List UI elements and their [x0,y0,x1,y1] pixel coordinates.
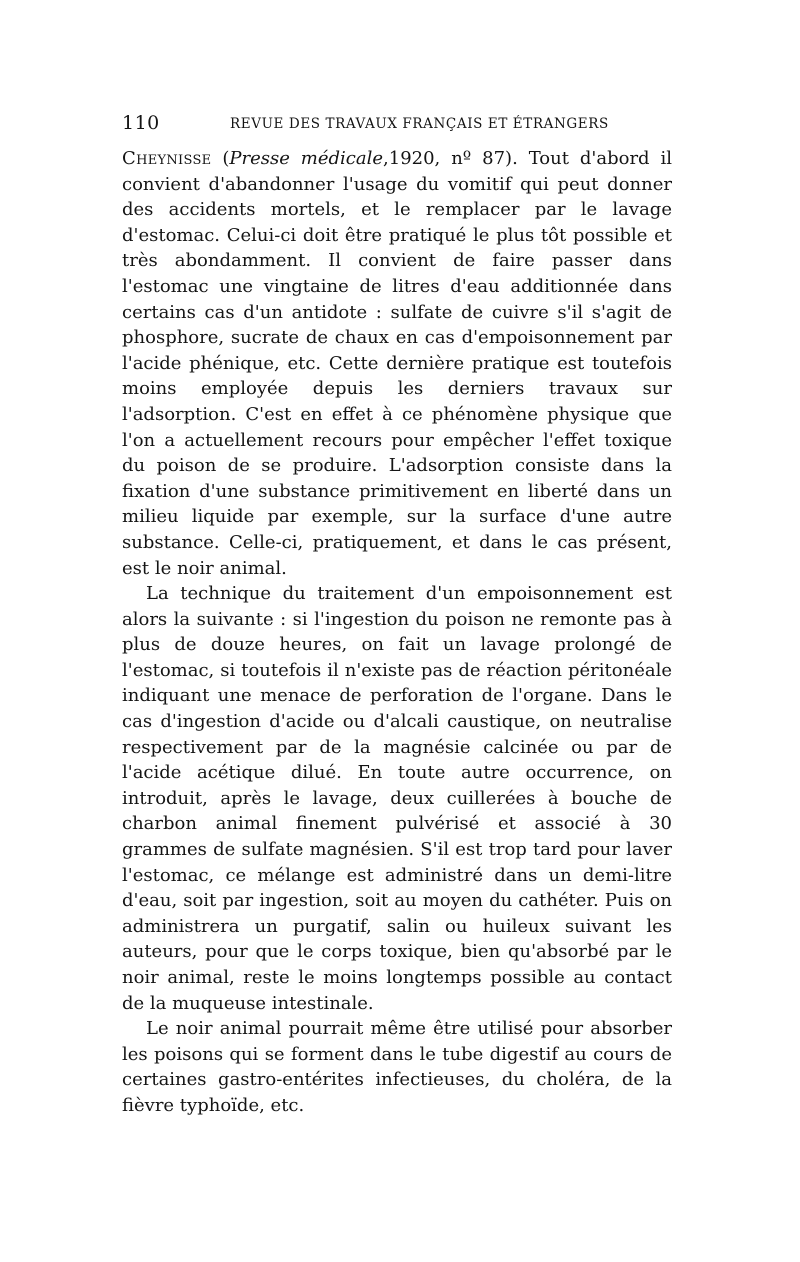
citation-open: ( [211,148,230,169]
paragraph-3: Le noir animal pourrait même être utilisé pour absorber les poisons qui se forment dans le tube digestif au cours de certaines gastro-entérites infectieuses, du choléra, de la fièvre typhoïde, etc. [122,1018,672,1116]
paragraph-1 [122,146,672,581]
journal-title: Presse médicale [229,148,384,169]
page-number: 110 [122,112,160,134]
running-title: REVUE DES TRAVAUX FRANÇAIS ET ÉTRANGERS [230,116,609,132]
paragraph-1-text: ,1920, nº 87). Tout d'abord il convient d'abandonner l'usage du vomitif qui peut donner des accidents mortels, et le remplacer par le lavage d'estomac. Celui-ci doit être pratiqué le plus tôt possible et très abondamment. Il convient de faire passer dans l'estomac une vingtaine de litres d'eau additionnée dans certains cas d'un antidote : sulfate de cuivre s'il s'agit de phosphore, sucrate de chaux en cas d'empoisonnement par l'acide phénique, etc. Cette dernière pratique est toutefois moins employée depuis les derniers travaux sur l'adsorption. C'est en effet à ce phénomène physique que l'on a actuellement recours pour empêcher l'effet toxique du poison de se produire. L'adsorption consiste dans la fixation d'une substance primitivement en liberté dans un milieu liquide par exemple, sur la surface d'une autre substance. Celle-ci, pratiquement, et dans le cas présent, est le noir animal. [122,148,672,579]
paragraph-2: La technique du traitement d'un empoisonnement est alors la suivante : si l'ingestion du poison ne remonte pas à plus de douze heures, on fait un lavage prolongé de l'estomac, si toutefois il n'existe pas de réaction péritonéale indiquant une menace de perforation de l'organe. Dans le cas d'ingestion d'acide ou d'alcali caustique, on neutralise respectivement par de la magnésie calcinée ou par de l'acide acétique dilué. En toute autre occurrence, on introduit, après le lavage, deux cuillerées à bouche de charbon animal finement pulvérisé et associé à 30 grammes de sulfate magnésien. S'il est trop tard pour laver l'estomac, ce mélange est administré dans un demi-litre d'eau, soit par ingestion, soit au moyen du cathéter. Puis on administrera un purgatif, salin ou huileux suivant les auteurs, pour que le corps toxique, bien qu'absorbé par le noir animal, reste le moins longtemps possible au contact de la muqueuse intestinale. [122,583,672,1014]
running-head [122,112,672,142]
article-body [122,146,672,1119]
author-name: Cheynisse [122,148,212,169]
